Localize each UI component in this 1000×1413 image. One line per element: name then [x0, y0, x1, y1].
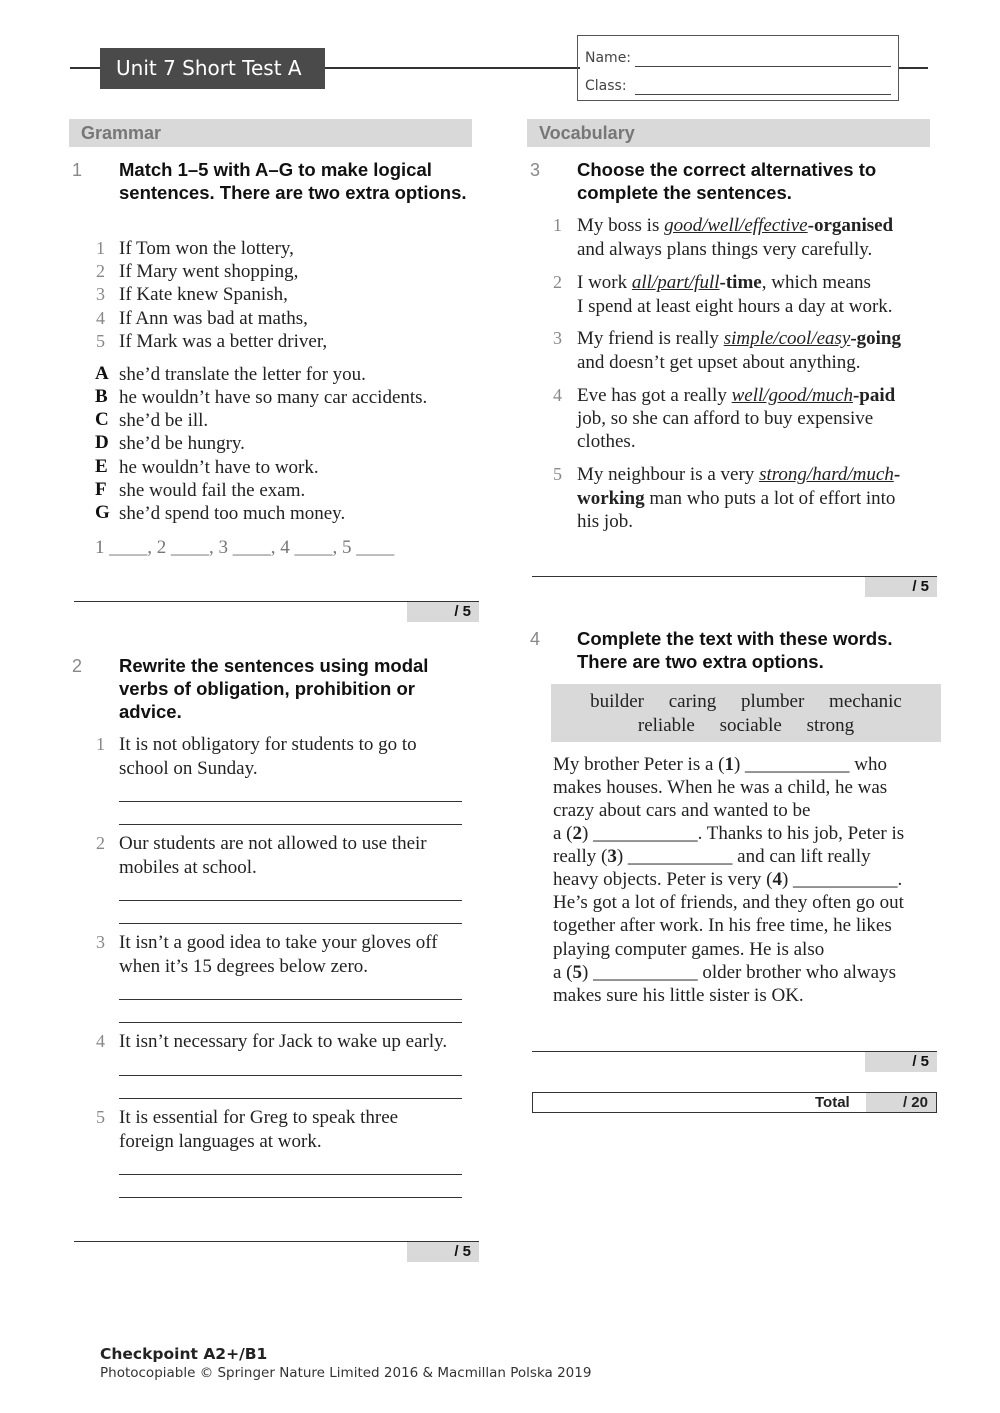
- q3-alternatives[interactable]: good/well/effective: [664, 215, 808, 236]
- q3-item: My boss is good/well/effective-organised: [577, 215, 894, 236]
- q3-item-number: 5: [553, 464, 562, 484]
- q1-score: / 5: [407, 602, 479, 622]
- q3-instruction: Choose the correct alternatives to complete the sentences.: [577, 159, 877, 203]
- q1-option: she’d translate the letter for you.: [119, 364, 366, 385]
- q2-answer-line[interactable]: [119, 824, 462, 825]
- q1-option: she’d spend too much money.: [119, 503, 346, 524]
- q1-item: If Mary went shopping,: [119, 261, 299, 282]
- q1-item-number: 5: [96, 331, 105, 351]
- q1-item-number: 1: [96, 238, 105, 258]
- q3-alternatives[interactable]: well/good/much: [731, 385, 853, 406]
- q2-item-number: 4: [96, 1031, 105, 1051]
- q3-item-line: and always plans things very carefully.: [577, 239, 873, 260]
- q4-text-line: heavy objects. Peter is very (4) ___________.: [553, 869, 903, 890]
- q2-score: / 5: [407, 1242, 479, 1262]
- total-label: Total: [815, 1094, 850, 1111]
- q3-score: / 5: [865, 577, 937, 597]
- q1-option: he wouldn’t have so many car accidents.: [119, 387, 428, 408]
- q2-item-line: It isn’t necessary for Jack to wake up early.: [119, 1031, 448, 1052]
- word-option: caring: [668, 691, 717, 712]
- q3-alternatives[interactable]: strong/hard/much: [759, 464, 894, 485]
- q4-text-line: playing computer games. He is also: [553, 939, 825, 960]
- word-bank: [551, 684, 941, 742]
- q1-answer-blanks[interactable]: 1 ____, 2 ____, 3 ____, 4 ____, 5 ____: [95, 537, 395, 558]
- q1-item-number: 4: [96, 308, 105, 328]
- q1-item: If Ann was bad at maths,: [119, 308, 308, 329]
- q2-number: 2: [72, 656, 83, 676]
- q3-item: My neighbour is a very strong/hard/much-: [577, 464, 901, 485]
- q4-text-line: really (3) ___________ and can lift really: [553, 846, 871, 867]
- q1-instruction: Match 1–5 with A–G to make logical sentences. There are two extra options.: [119, 159, 467, 203]
- q3-item-line: clothes.: [577, 431, 636, 452]
- name-class-box: [577, 35, 899, 101]
- q4-text-line: a (5) ___________ older brother who always: [553, 962, 896, 983]
- q1-item-number: 3: [96, 284, 105, 304]
- word-option: strong: [806, 714, 855, 736]
- q3-item-number: 4: [553, 385, 562, 405]
- word-option: sociable: [719, 714, 782, 736]
- q2-item-line: foreign languages at work.: [119, 1131, 322, 1152]
- total-score: / 20: [866, 1093, 936, 1112]
- q2-answer-line[interactable]: [119, 1197, 462, 1198]
- q3-alternatives[interactable]: simple/cool/easy: [723, 328, 851, 349]
- q1-item: If Tom won the lottery,: [119, 238, 294, 259]
- q1-option-letter: B: [95, 386, 108, 407]
- q2-item-line: when it’s 15 degrees below zero.: [119, 956, 369, 977]
- test-title: Unit 7 Short Test A: [100, 48, 325, 89]
- word-option: builder: [590, 691, 644, 712]
- q4-instruction: Complete the text with these words. There are two extra options.: [577, 628, 893, 672]
- q4-gap[interactable]: ) ___________.: [781, 869, 903, 890]
- header-rule-right: [899, 67, 928, 69]
- q3-item-line: working man who puts a lot of effort into: [577, 488, 896, 509]
- q2-item-number: 1: [96, 734, 105, 754]
- q1-item-number: 2: [96, 261, 105, 281]
- footer-book-title: Checkpoint A2+/B1: [100, 1345, 268, 1363]
- grammar-section-header: Grammar: [69, 119, 472, 147]
- q1-option-letter: D: [95, 432, 109, 453]
- q3-alternatives[interactable]: all/part/full: [631, 272, 720, 293]
- word-option: plumber: [740, 691, 805, 712]
- q4-text-line: My brother Peter is a (1) ___________ who: [553, 754, 888, 775]
- q2-answer-line[interactable]: [119, 999, 462, 1000]
- q1-option-letter: E: [95, 456, 108, 477]
- q2-item-line: mobiles at school.: [119, 857, 257, 878]
- class-field[interactable]: [635, 94, 891, 95]
- q4-text-line: a (2) ___________. Thanks to his job, Peter is: [553, 823, 905, 844]
- q2-item-line: school on Sunday.: [119, 758, 258, 779]
- q3-number: 3: [530, 160, 541, 180]
- q3-item-line: and doesn’t get upset about anything.: [577, 352, 861, 373]
- q4-gap[interactable]: ) ___________ who: [733, 754, 888, 775]
- q1-option-letter: G: [95, 502, 110, 523]
- q2-answer-line[interactable]: [119, 1022, 462, 1023]
- q2-answer-line[interactable]: [119, 801, 462, 802]
- q2-item-line: It is essential for Greg to speak three: [119, 1107, 399, 1128]
- q1-option: she’d be hungry.: [119, 433, 245, 454]
- q2-answer-line[interactable]: [119, 900, 462, 901]
- q1-number: 1: [72, 160, 83, 180]
- q2-item-line: Our students are not allowed to use their: [119, 833, 427, 854]
- q1-item: If Kate knew Spanish,: [119, 284, 288, 305]
- q2-item-number: 5: [96, 1107, 105, 1127]
- q3-item-number: 3: [553, 328, 562, 348]
- word-option: reliable: [637, 714, 695, 736]
- q4-score: / 5: [865, 1052, 937, 1072]
- q2-item-line: It is not obligatory for students to go to: [119, 734, 417, 755]
- q1-item: If Mark was a better driver,: [119, 331, 328, 352]
- q1-option: he wouldn’t have to work.: [119, 457, 319, 478]
- q4-text-line: crazy about cars and wanted to be: [553, 800, 811, 821]
- q4-text-line: together after work. In his free time, he likes: [553, 915, 892, 936]
- q1-option-letter: A: [95, 363, 109, 384]
- q2-item-number: 2: [96, 833, 105, 853]
- q1-option: she’d be ill.: [119, 410, 209, 431]
- q1-option-letter: C: [95, 409, 109, 430]
- q2-answer-line[interactable]: [119, 1098, 462, 1099]
- q3-item-line: his job.: [577, 511, 633, 532]
- q3-item-line: I spend at least eight hours a day at work.: [577, 296, 893, 317]
- name-field[interactable]: [635, 66, 891, 67]
- word-option: mechanic: [829, 691, 902, 712]
- q2-instruction: Rewrite the sentences using modal verbs of obligation, prohibition or advice.: [119, 655, 429, 722]
- q2-answer-line[interactable]: [119, 1075, 462, 1076]
- q1-option: she would fail the exam.: [119, 480, 306, 501]
- vocabulary-section-header: Vocabulary: [527, 119, 930, 147]
- q4-text-line: makes sure his little sister is OK.: [553, 985, 804, 1006]
- q2-answer-line[interactable]: [119, 1174, 462, 1175]
- q4-text-line: makes houses. When he was a child, he was: [553, 777, 888, 798]
- q2-item-number: 3: [96, 932, 105, 952]
- q4-gap[interactable]: ) ___________ older brother who always: [582, 962, 896, 983]
- q4-number: 4: [530, 629, 541, 649]
- q1-option-letter: F: [95, 479, 107, 500]
- q4-gap[interactable]: ) ___________. Thanks to his job, Peter is: [582, 823, 905, 844]
- q4-gap[interactable]: ) ___________ and can lift really: [616, 846, 871, 867]
- q3-item: I work all/part/full-time, which means: [577, 272, 871, 293]
- q3-item-number: 1: [553, 215, 562, 235]
- footer-copyright: Photocopiable © Springer Nature Limited 2016 & Macmillan Polska 2019: [100, 1365, 592, 1381]
- q2-answer-line[interactable]: [119, 923, 462, 924]
- q3-item: My friend is really simple/cool/easy-going: [577, 328, 902, 349]
- q3-item-number: 2: [553, 272, 562, 292]
- name-label: Name:: [585, 50, 632, 66]
- q2-item-line: It isn’t a good idea to take your gloves off: [119, 932, 438, 953]
- q4-text-line: He’s got a lot of friends, and they often go out: [553, 892, 904, 913]
- q3-item: Eve has got a really well/good/much-paid: [577, 385, 896, 406]
- class-label: Class:: [585, 78, 627, 94]
- q3-item-line: job, so she can afford to buy expensive: [577, 408, 874, 429]
